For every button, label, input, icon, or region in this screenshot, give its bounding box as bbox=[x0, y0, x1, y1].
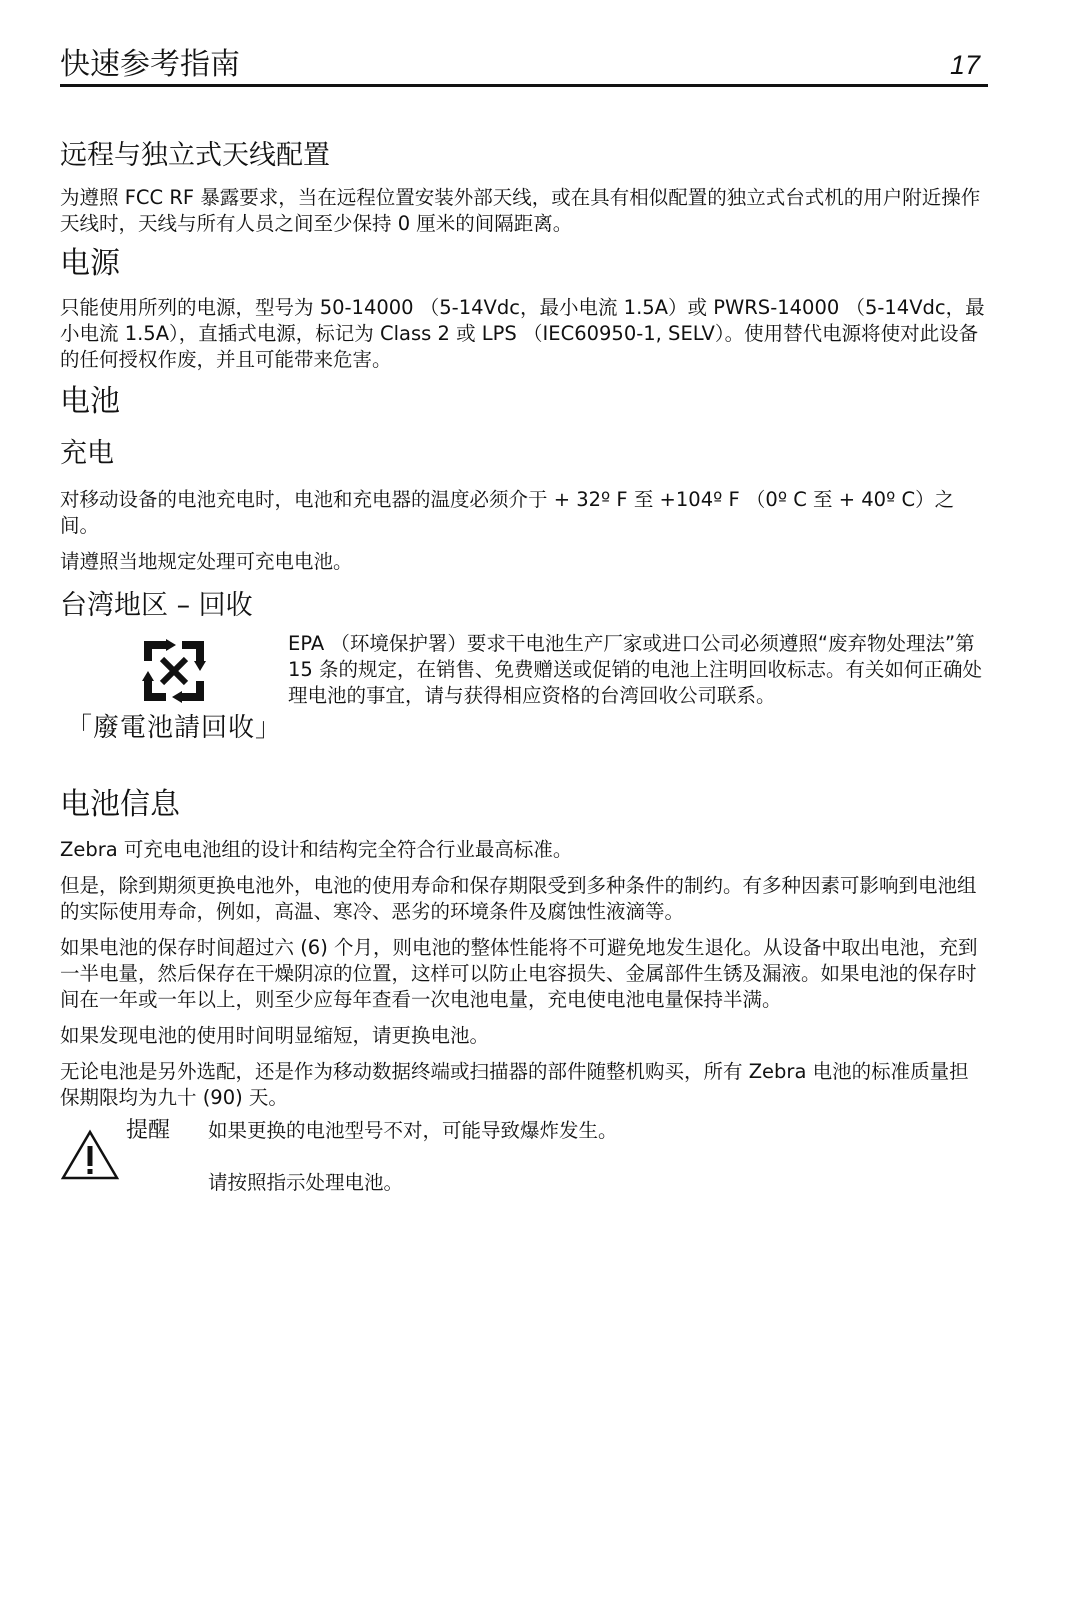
battery-info-paragraph-2: 但是，除到期须更换电池外，电池的使用寿命和保存期限受到多种条件的制约。有多种因素可影响到电池组的实际使用寿命，例如，高温、寒冷、恶劣的环境条件及腐蚀性液滴等。 bbox=[60, 874, 977, 923]
recycling-logo bbox=[60, 631, 288, 743]
taiwan-recycling-paragraph: EPA （环境保护署）要求干电池生产厂家或进口公司必须遵照“废弃物处理法”第 15 条的规定，在销售、免费赠送或促销的电池上注明回收标志。有关如何正确处理电池的事宜，请与获得相应资格的台湾回收公司联系。 bbox=[288, 632, 983, 707]
battery-info-heading: 电池信息 bbox=[60, 787, 180, 822]
charging-paragraph: 对移动设备的电池充电时，电池和充电器的温度必须介于 + 32º F 至 +104º F （0º C 至 + 40º C）之间。 bbox=[60, 488, 955, 537]
battery-info-paragraph-4: 如果发现电池的使用时间明显缩短，请更换电池。 bbox=[60, 1024, 490, 1047]
caution-body bbox=[208, 1117, 618, 1197]
caution-line-1: 如果更换的电池型号不对，可能导致爆炸发生。 bbox=[208, 1119, 618, 1142]
power-paragraph: 只能使用所列的电源，型号为 50-14000 （5-14Vdc，最小电流 1.5A）或 PWRS-14000 （5-14Vdc，最小电流 1.5A），直插式电源，标记为 Class 2 或 LPS （IEC60950-1, SELV）。使用替代电源将使对此设备的任何授权作废，并且可能带来危害。 bbox=[60, 296, 985, 371]
recycling-logo-caption: 「廢電池請回收」 bbox=[65, 713, 282, 743]
battery-heading: 电池 bbox=[60, 384, 120, 419]
battery-info-paragraph-3: 如果电池的保存时间超过六 (6) 个月，则电池的整体性能将不可避免地发生退化。从设备中取出电池，充到一半电量，然后保存在干燥阴凉的位置，这样可以防止电容损失、金属部件生锈及漏液。如果电池的保存时间在一年或一年以上，则至少应每年查看一次电池电量，充电使电池电量保持半满。 bbox=[60, 936, 978, 1011]
taiwan-recycling-text bbox=[288, 631, 988, 743]
warning-triangle-icon bbox=[60, 1117, 126, 1197]
caution-label: 提醒 bbox=[126, 1118, 171, 1143]
antenna-heading: 远程与独立式天线配置 bbox=[60, 140, 330, 171]
taiwan-recycling-heading: 台湾地区 – 回收 bbox=[60, 590, 253, 621]
taiwan-recycling-block bbox=[60, 631, 988, 743]
page-header bbox=[60, 40, 988, 87]
power-heading: 电源 bbox=[60, 246, 120, 281]
battery-info-paragraph-5: 无论电池是另外选配，还是作为移动数据终端或扫描器的部件随整机购买，所有 Zebra 电池的标准质量担保期限均为九十 (90) 天。 bbox=[60, 1060, 969, 1109]
document-title: 快速参考指南 bbox=[60, 47, 240, 82]
battery-info-paragraph-1: Zebra 可充电电池组的设计和结构完全符合行业最高标准。 bbox=[60, 838, 573, 861]
antenna-paragraph: 为遵照 FCC RF 暴露要求，当在远程位置安装外部天线，或在具有相似配置的独立式台式机的用户附近操作天线时，天线与所有人员之间至少保持 0 厘米的间隔距离。 bbox=[60, 186, 981, 235]
caution-note bbox=[60, 1117, 988, 1197]
disposal-paragraph: 请遵照当地规定处理可充电电池。 bbox=[60, 550, 353, 573]
page bbox=[60, 40, 988, 1197]
recycling-symbol-icon bbox=[142, 637, 206, 705]
charging-heading: 充电 bbox=[60, 438, 114, 469]
page-number: 17 bbox=[949, 50, 980, 80]
caution-line-2: 请按照指示处理电池。 bbox=[208, 1171, 404, 1194]
